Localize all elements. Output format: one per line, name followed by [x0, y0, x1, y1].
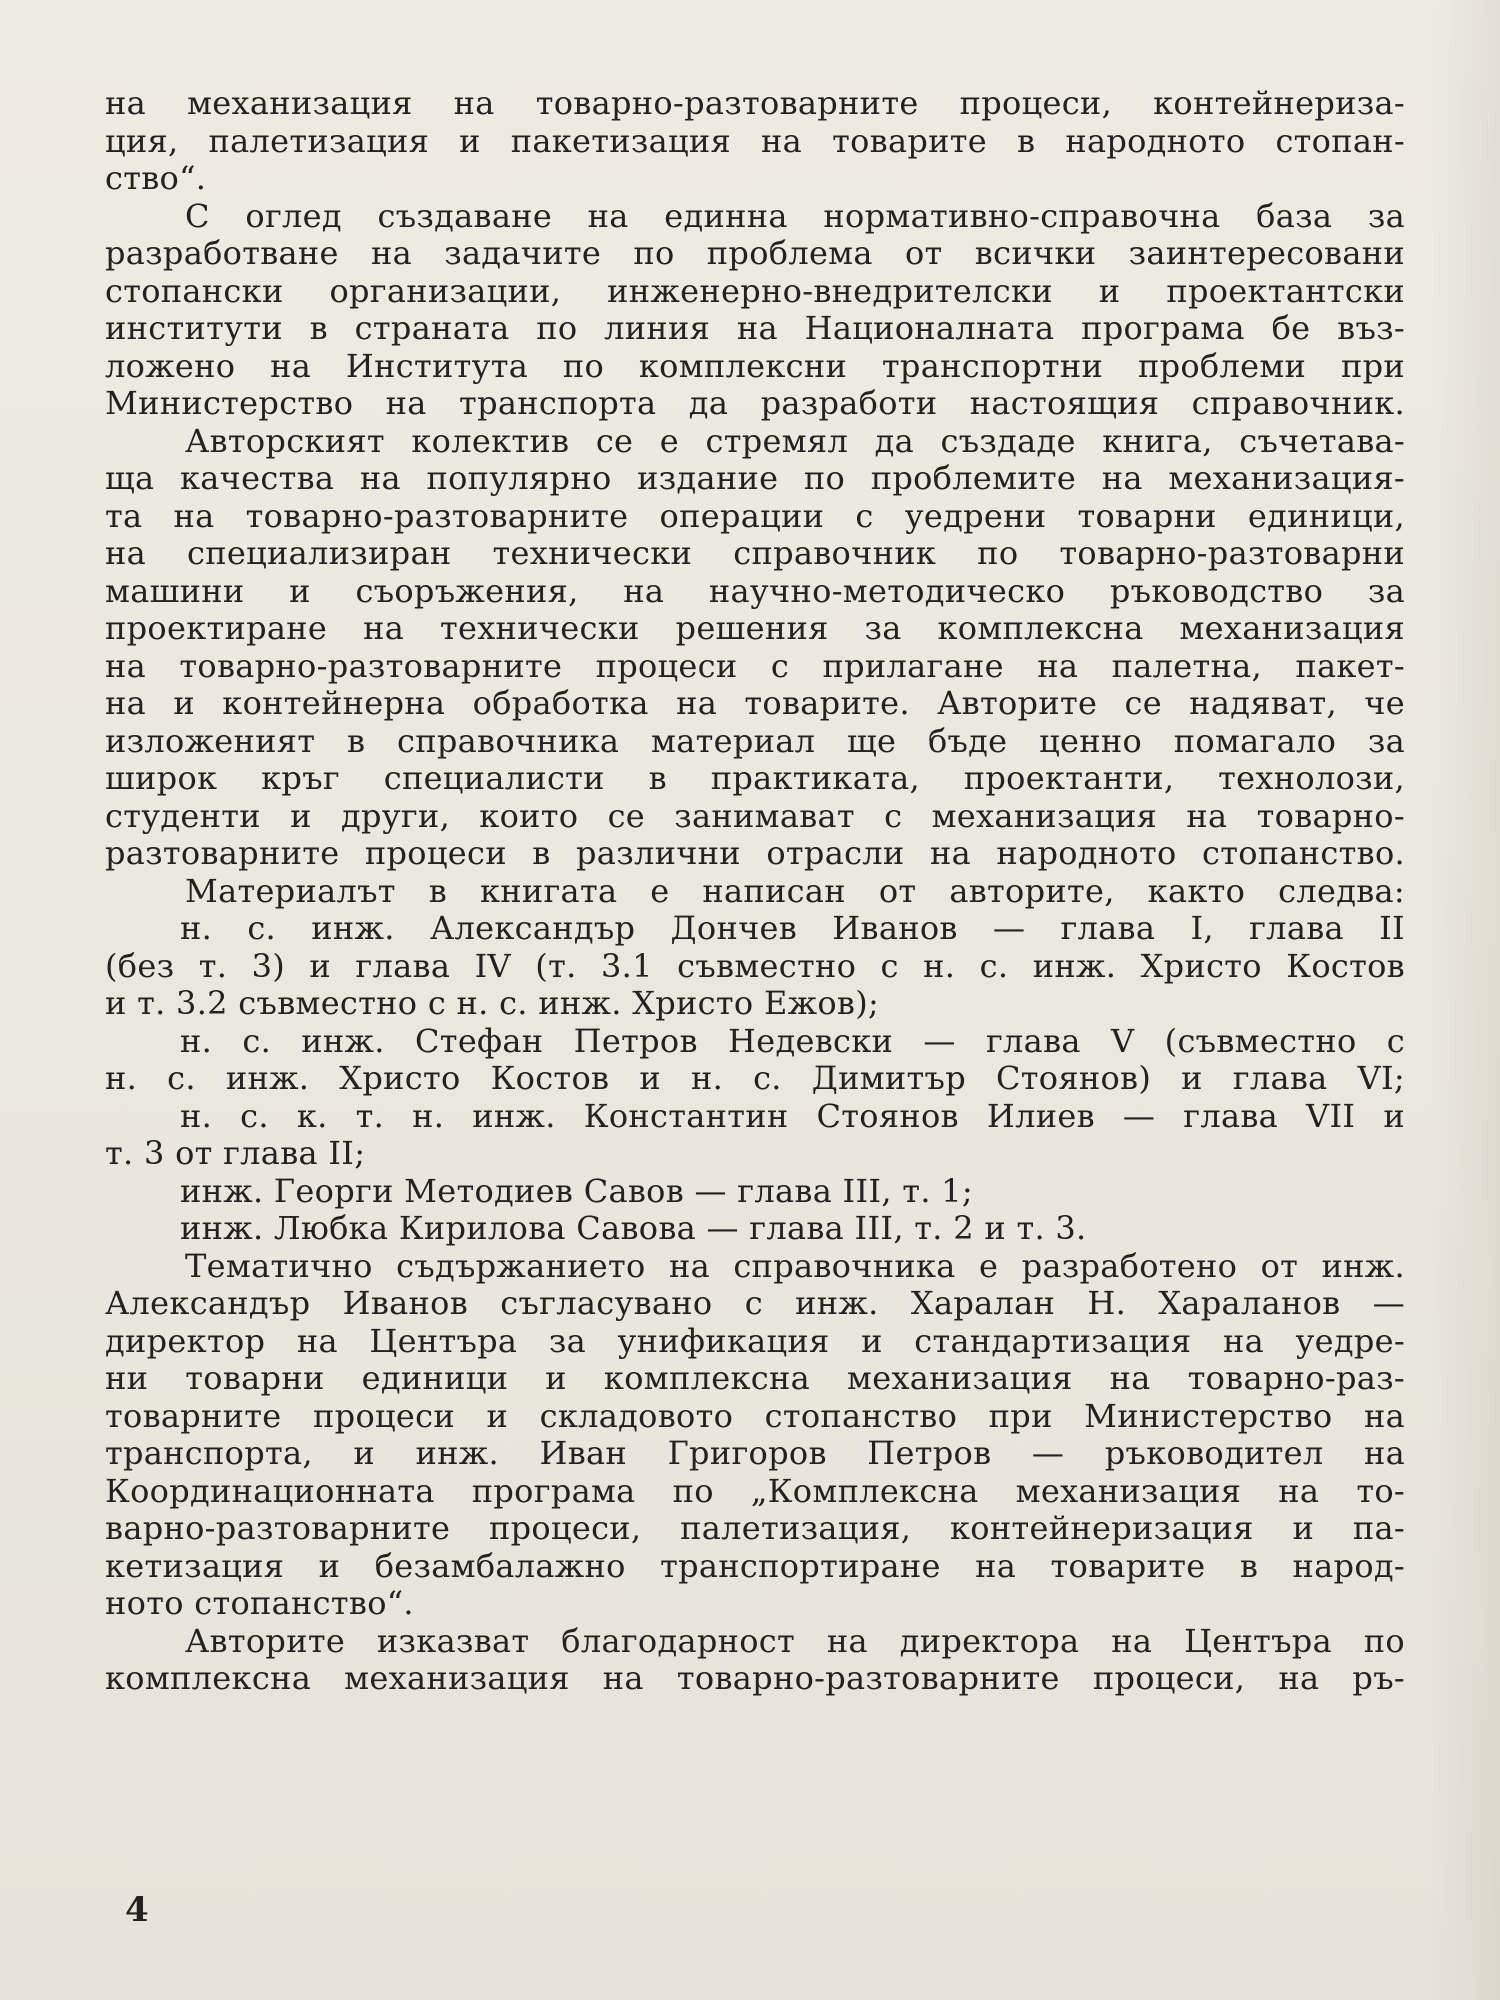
text-line: варно-разтоварните процеси, палетизация, контейнеризация и па- [105, 1510, 1405, 1547]
page-number: 4 [125, 1890, 149, 1930]
text-line: инж. Любка Кирилова Савова — глава III, т. 2 и т. 3. [180, 1210, 1087, 1247]
text-line: на механизация на товарно-разтоварните процеси, контейнериза- [105, 85, 1405, 122]
text-line: кетизация и безамбалажно транспортиране на товарите в народ- [105, 1547, 1405, 1585]
text-line: Координационната програма по „Комплексна механизация на то- [105, 1472, 1405, 1510]
text-line: стопански организации, инженерно-внедрителски и проектантски [105, 272, 1405, 310]
body-text [105, 85, 1405, 1698]
text-line: широк кръг специалисти в практиката, проектанти, технолози, [105, 760, 1405, 797]
text-line: Авторите изказват благодарност на директора на Центъра по [185, 1622, 1405, 1660]
text-line: и т. 3.2 съвместно с н. с. инж. Христо Ежов); [105, 985, 880, 1022]
text-line: директор на Центъра за унификация и стандартизация на уедре- [105, 1322, 1405, 1360]
text-line: С оглед създаване на единна нормативно-справочна база за [185, 197, 1405, 235]
text-line: ща качества на популярно издание по проблемите на механизация- [105, 460, 1405, 497]
text-line: инж. Георги Методиев Савов — глава III, т. 1; [180, 1172, 973, 1210]
text-line: Авторският колектив се е стремял да създаде книга, съчетава- [185, 422, 1405, 460]
text-line: товарните процеси и складовото стопанство при Министерство на [105, 1397, 1405, 1435]
text-line: ция, палетизация и пакетизация на товарите в народното стопан- [105, 122, 1405, 160]
text-line: ни товарни единици и комплексна механизация на товарно-раз- [105, 1360, 1405, 1397]
text-line: Александър Иванов съгласувано с инж. Харалан Н. Хараланов — [105, 1285, 1405, 1322]
text-line: проектиране на технически решения за комплексна механизация [105, 610, 1405, 647]
text-line: комплексна механизация на товарно-разтоварните процеси, на ръ- [105, 1660, 1405, 1697]
text-line: институти в страната по линия на Националната програма бе въз- [105, 310, 1405, 347]
text-line: та на товарно-разтоварните операции с уедрени товарни единици, [105, 497, 1405, 535]
text-line: Министерство на транспорта да разработи настоящия справочник. [105, 385, 1405, 422]
text-line: транспорта, и инж. Иван Григоров Петров — ръководител на [105, 1435, 1405, 1472]
text-line: разтоварните процеси в различни отрасли на народното стопанство. [105, 835, 1405, 872]
text-line: ното стопанство“. [105, 1585, 414, 1622]
text-line: н. с. инж. Стефан Петров Недевски — глава V (съвместно с [180, 1022, 1405, 1060]
text-line: на товарно-разтоварните процеси с прилагане на палетна, пакет- [105, 647, 1405, 685]
text-line: Материалът в книгата е написан от авторите, както следва: [185, 872, 1405, 910]
text-line: Тематично съдържанието на справочника е разработено от инж. [185, 1247, 1405, 1285]
text-line: на и контейнерна обработка на товарите. Авторите се надяват, че [105, 685, 1405, 722]
text-line: изложеният в справочника материал ще бъде ценно помагало за [105, 722, 1405, 760]
text-line: (без т. 3) и глава IV (т. 3.1 съвместно с н. с. инж. Христо Костов [105, 947, 1405, 985]
text-line: на специализиран технически справочник по товарно-разтоварни [105, 535, 1405, 572]
text-line: ложено на Института по комплексни транспортни проблеми при [105, 347, 1405, 385]
text-line: т. 3 от глава II; [105, 1135, 366, 1172]
text-line: машини и съоръжения, на научно-методическо ръководство за [105, 572, 1405, 610]
text-line: студенти и други, които се занимават с механизация на товарно- [105, 797, 1405, 835]
text-line: ство“. [105, 160, 207, 197]
text-line: н. с. к. т. н. инж. Константин Стоянов Илиев — глава VII и [180, 1097, 1405, 1135]
text-line: н. с. инж. Александър Дончев Иванов — глава I, глава II [180, 910, 1405, 947]
text-line: н. с. инж. Христо Костов и н. с. Димитър Стоянов) и глава VI; [105, 1060, 1405, 1097]
text-line: разработване на задачите по проблема от всички заинтересовани [105, 235, 1405, 272]
